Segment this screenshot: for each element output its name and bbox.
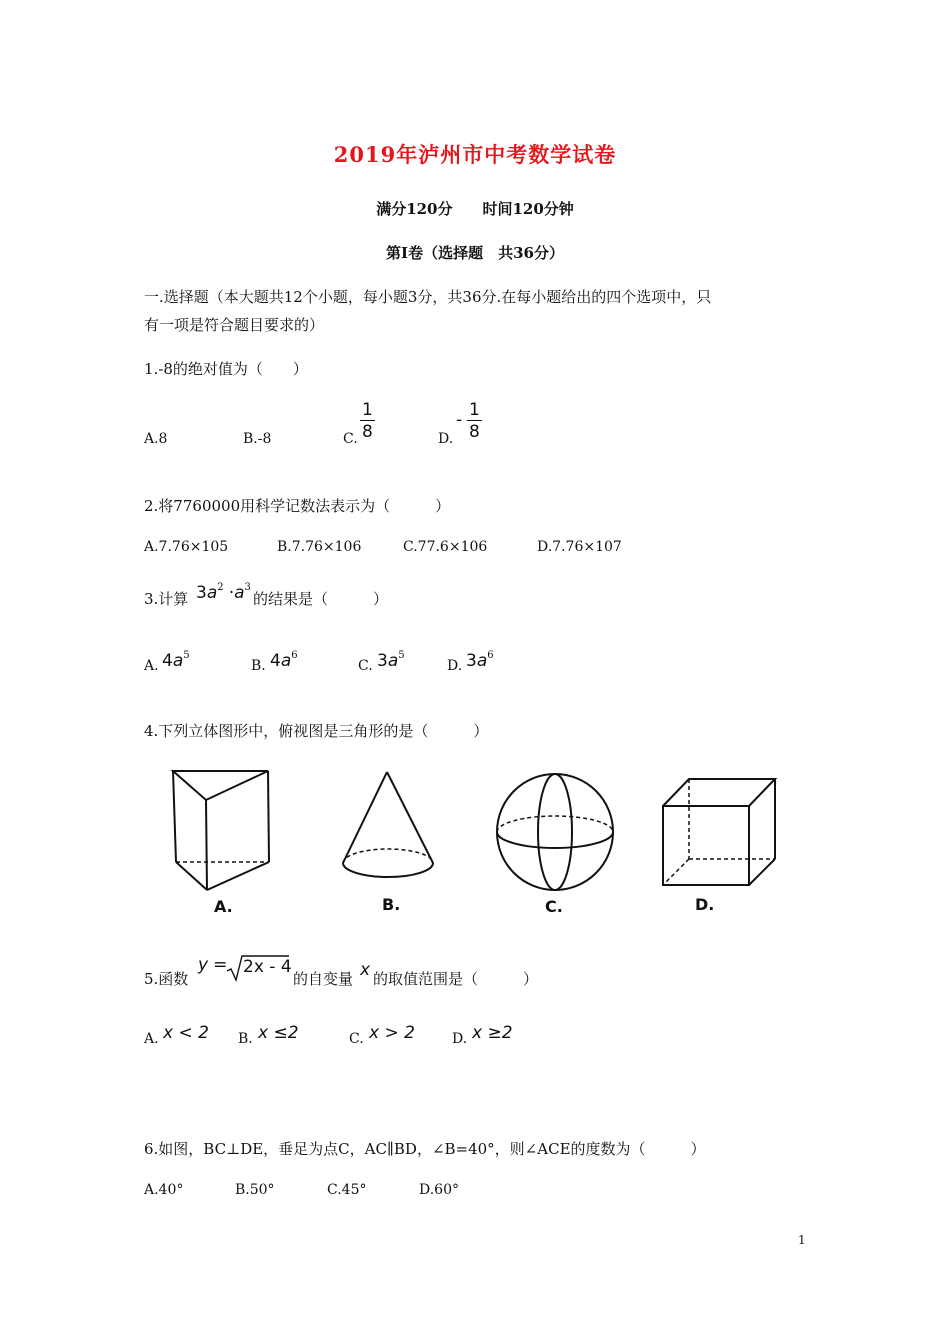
cube-figure xyxy=(663,779,775,885)
q1-option-d-sign: - xyxy=(456,410,463,430)
cone-figure xyxy=(343,772,433,877)
var: a xyxy=(387,651,399,671)
q3-option-a: A. xyxy=(144,658,159,674)
var: a xyxy=(234,583,245,603)
fraction-denominator: 8 xyxy=(362,422,373,442)
exponent: 5 xyxy=(398,650,405,661)
q3-option-a-expr xyxy=(162,650,190,671)
coef: 4 xyxy=(162,651,173,671)
instructions-line-2: 有一项是符合题目要求的） xyxy=(144,316,325,334)
var: y xyxy=(198,955,209,975)
q5-option-c: C. xyxy=(349,1031,364,1047)
q3-option-d-expr xyxy=(466,650,494,671)
q5-option-d-expr: x ≥2 xyxy=(472,1023,513,1043)
q5-option-a: A. xyxy=(144,1031,159,1047)
q3-option-c-expr xyxy=(377,650,405,671)
q6-option-b: B.50° xyxy=(235,1182,275,1198)
q4-label-d: D. xyxy=(695,895,715,914)
var: a xyxy=(280,651,292,671)
q4-label-b: B. xyxy=(382,895,401,914)
q4-label-c: C. xyxy=(545,897,563,916)
q5-stem-mid: 的自变量 xyxy=(293,970,354,988)
q6-option-c: C.45° xyxy=(327,1182,367,1198)
q5-option-d: D. xyxy=(452,1031,468,1047)
q1-option-a: A.8 xyxy=(144,431,168,447)
q5-stem-prefix: 5.函数 xyxy=(144,970,189,988)
exam-meta: 满分120分 时间120分钟 xyxy=(376,200,574,218)
instructions-line-1: 一.选择题（本大题共12个小题，每小题3分，共36分.在每小题给出的四个选项中，只 xyxy=(144,288,712,306)
var: a xyxy=(172,651,184,671)
q1-stem: 1.-8的绝对值为（ ） xyxy=(144,360,308,378)
exponent: 6 xyxy=(487,650,494,661)
q1-option-b: B.-8 xyxy=(243,431,272,447)
dot: · xyxy=(228,583,235,603)
q5-function xyxy=(198,955,227,975)
q4-stem: 4.下列立体图形中，俯视图是三角形的是（ ） xyxy=(144,722,489,740)
q2-option-d: D.7.76×107 xyxy=(537,539,622,555)
q3-option-d: D. xyxy=(447,658,463,674)
q4-label-a: A. xyxy=(214,897,233,916)
q1-option-c: C. xyxy=(343,431,358,447)
q3-option-c: C. xyxy=(358,658,373,674)
q6-stem: 6.如图，BC⊥DE，垂足为点C，AC∥BD，∠B=40°，则∠ACE的度数为（ ） xyxy=(144,1140,706,1158)
q3-stem-suffix: 的结果是（ ） xyxy=(253,590,389,608)
q3-expression xyxy=(196,582,251,603)
coef: 3 xyxy=(377,651,388,671)
q3-option-b-expr xyxy=(270,650,298,671)
q5-radicand: 2x - 4 xyxy=(243,957,292,977)
exponent: 6 xyxy=(291,650,298,661)
page-title: 2019年泸州市中考数学试卷 xyxy=(333,142,617,167)
exponent: 5 xyxy=(183,650,190,661)
coef: 3 xyxy=(196,583,207,603)
fraction-numerator: 1 xyxy=(362,400,373,420)
q2-option-a: A.7.76×105 xyxy=(144,539,229,555)
sphere-figure xyxy=(497,774,613,890)
exponent: 3 xyxy=(244,582,251,593)
prism-figure xyxy=(173,771,269,890)
q3-stem-prefix: 3.计算 xyxy=(144,590,189,608)
coef: 4 xyxy=(270,651,281,671)
section-heading: 第I卷（选择题 共36分） xyxy=(386,244,564,262)
fraction-numerator: 1 xyxy=(469,400,480,420)
q1-option-d: D. xyxy=(438,431,454,447)
q5-option-b-expr: x ≤2 xyxy=(258,1023,299,1043)
q5-option-c-expr: x > 2 xyxy=(369,1023,415,1043)
equals: = xyxy=(213,955,228,975)
q2-option-b: B.7.76×106 xyxy=(277,539,362,555)
q5-option-a-expr: x < 2 xyxy=(163,1023,209,1043)
q5-option-b: B. xyxy=(238,1031,253,1047)
q6-option-a: A.40° xyxy=(144,1182,184,1198)
page-number: 1 xyxy=(798,1233,806,1247)
q1-option-d-fraction xyxy=(467,400,482,443)
fraction-denominator: 8 xyxy=(469,422,480,442)
var: a xyxy=(206,583,218,603)
q6-option-d: D.60° xyxy=(419,1182,459,1198)
q2-stem: 2.将7760000用科学记数法表示为（ ） xyxy=(144,497,451,515)
q5-stem-suffix: 的取值范围是（ ） xyxy=(373,970,539,988)
exponent: 2 xyxy=(217,582,224,593)
var: a xyxy=(476,651,488,671)
q5-var-x: x xyxy=(360,960,371,980)
coef: 3 xyxy=(466,651,477,671)
q3-option-b: B. xyxy=(251,658,266,674)
q1-option-c-fraction xyxy=(360,400,375,443)
q2-option-c: C.77.6×106 xyxy=(403,539,488,555)
